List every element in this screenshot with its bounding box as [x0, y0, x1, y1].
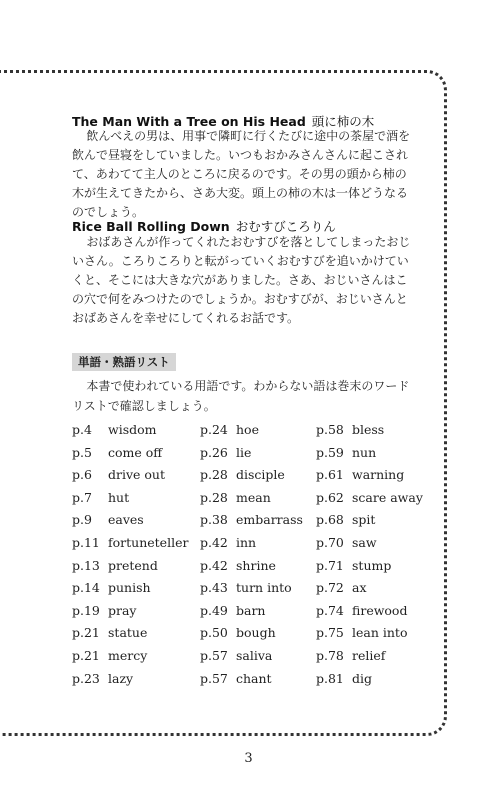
story-body-1: 飲んべえの男は、用事で隣町に行くたびに途中の茶屋で酒を飲んで昼寝をしていました。いつもおかみさんさんに起こされて、あわてて主人のところに戻るのです。その男の頭から柿の木が生えてきたから、さあ大変。頭上の柿の木は一体どうなるのでしょう。: [72, 129, 411, 219]
vocab-page: p.74: [316, 602, 344, 618]
vocab-word: hut: [108, 489, 130, 505]
story-body-2: おばあさんが作ってくれたおむすびを落としてしまったおじいさん。ころりころりと転がっていくおむすびを追いかけていくと、そこには大きな穴がありました。さあ、おじいさんはこの穴で何をみつけたのでしょうか。おむすびが、おじいさんとおばあさんを幸せにしてくれるお話です。: [72, 235, 411, 325]
vocab-word: lean into: [352, 625, 408, 641]
vocab-word: bough: [236, 625, 276, 641]
vocab-word: ax: [352, 580, 367, 596]
vocab-word: come off: [108, 444, 163, 460]
vocab-page: p.72: [316, 580, 344, 596]
story-title-en: The Man With a Tree on His Head: [72, 114, 306, 129]
vocab-page: p.26: [200, 444, 228, 460]
vocab-word: dig: [352, 670, 373, 686]
vocab-word: warning: [352, 467, 405, 483]
vocab-page: p.61: [316, 467, 344, 483]
vocab-word: hoe: [236, 422, 259, 437]
vocab-word: shrine: [236, 557, 276, 573]
vocab-page: p.68: [316, 512, 344, 528]
vocab-word: mean: [236, 489, 271, 505]
vocab-page: p.24: [200, 422, 228, 437]
vocab-word: pretend: [108, 557, 158, 573]
vocab-page: p.49: [200, 602, 228, 618]
vocab-word: stump: [352, 557, 392, 573]
vocab-word: nun: [352, 444, 377, 460]
vocab-page: p.5: [72, 444, 92, 460]
vocab-page: p.13: [72, 557, 100, 573]
vocab-page: p.4: [72, 422, 92, 437]
vocab-word: disciple: [236, 467, 285, 483]
vocab-page: p.59: [316, 444, 344, 460]
vocab-word: firewood: [352, 602, 408, 618]
vocab-page: p.21: [72, 625, 100, 641]
vocab-page: p.70: [316, 535, 344, 550]
vocab-page: p.78: [316, 648, 344, 663]
vocab-word: drive out: [108, 467, 166, 483]
vocab-page: p.6: [72, 467, 92, 483]
vocab-section-intro: 本書で使われている用語です。わからない語は巻末のワードリストで確認しましょう。: [72, 379, 410, 413]
vocab-word: mercy: [108, 648, 148, 663]
vocab-word: saw: [352, 535, 377, 550]
vocab-page: p.11: [72, 535, 100, 550]
vocab-word: eaves: [108, 512, 144, 528]
story-title-en: Rice Ball Rolling Down: [72, 219, 230, 234]
story-title-jp: おむすびころりん: [235, 219, 336, 234]
vocab-page: p.42: [200, 535, 228, 550]
vocab-page: p.9: [72, 512, 92, 528]
vocab-page: p.21: [72, 648, 100, 663]
vocab-word: inn: [236, 535, 257, 550]
vocab-page: p.19: [72, 602, 100, 618]
vocab-word: wisdom: [108, 422, 157, 437]
vocab-word: punish: [108, 580, 151, 596]
vocab-page: p.57: [200, 670, 228, 686]
vocab-page: p.81: [316, 670, 344, 686]
vocab-page: p.14: [72, 580, 100, 596]
page-number: 3: [244, 751, 253, 766]
vocab-page: p.50: [200, 625, 228, 641]
vocab-page: p.23: [72, 670, 100, 686]
vocab-page: p.43: [200, 580, 228, 596]
vocab-page: p.28: [200, 489, 228, 505]
vocab-word: lie: [236, 444, 252, 460]
vocab-word: relief: [352, 648, 386, 663]
vocab-page: p.42: [200, 557, 228, 573]
vocab-page: p.57: [200, 648, 228, 663]
vocab-page: p.28: [200, 467, 228, 483]
vocab-word: barn: [236, 602, 266, 618]
vocab-word: embarrass: [236, 512, 303, 528]
vocab-word: chant: [236, 670, 272, 686]
vocab-page: p.71: [316, 557, 344, 573]
vocab-word: statue: [108, 625, 148, 641]
vocab-word: lazy: [108, 670, 134, 686]
vocab-word: saliva: [236, 648, 273, 663]
vocab-section-heading: 単語・熟語リスト: [72, 353, 176, 371]
vocab-page: p.62: [316, 489, 344, 505]
vocab-page: p.7: [72, 489, 92, 505]
vocab-word: scare away: [352, 489, 423, 505]
vocab-word: spit: [352, 512, 376, 528]
vocab-word: fortuneteller: [108, 535, 189, 550]
vocab-page: p.75: [316, 625, 344, 641]
vocab-word: bless: [352, 422, 385, 437]
vocab-page: p.38: [200, 512, 228, 528]
story-title-jp: 頭に柿の木: [311, 114, 375, 129]
vocab-word: pray: [108, 602, 137, 618]
vocab-word: turn into: [236, 580, 292, 596]
vocab-page: p.58: [316, 422, 344, 437]
